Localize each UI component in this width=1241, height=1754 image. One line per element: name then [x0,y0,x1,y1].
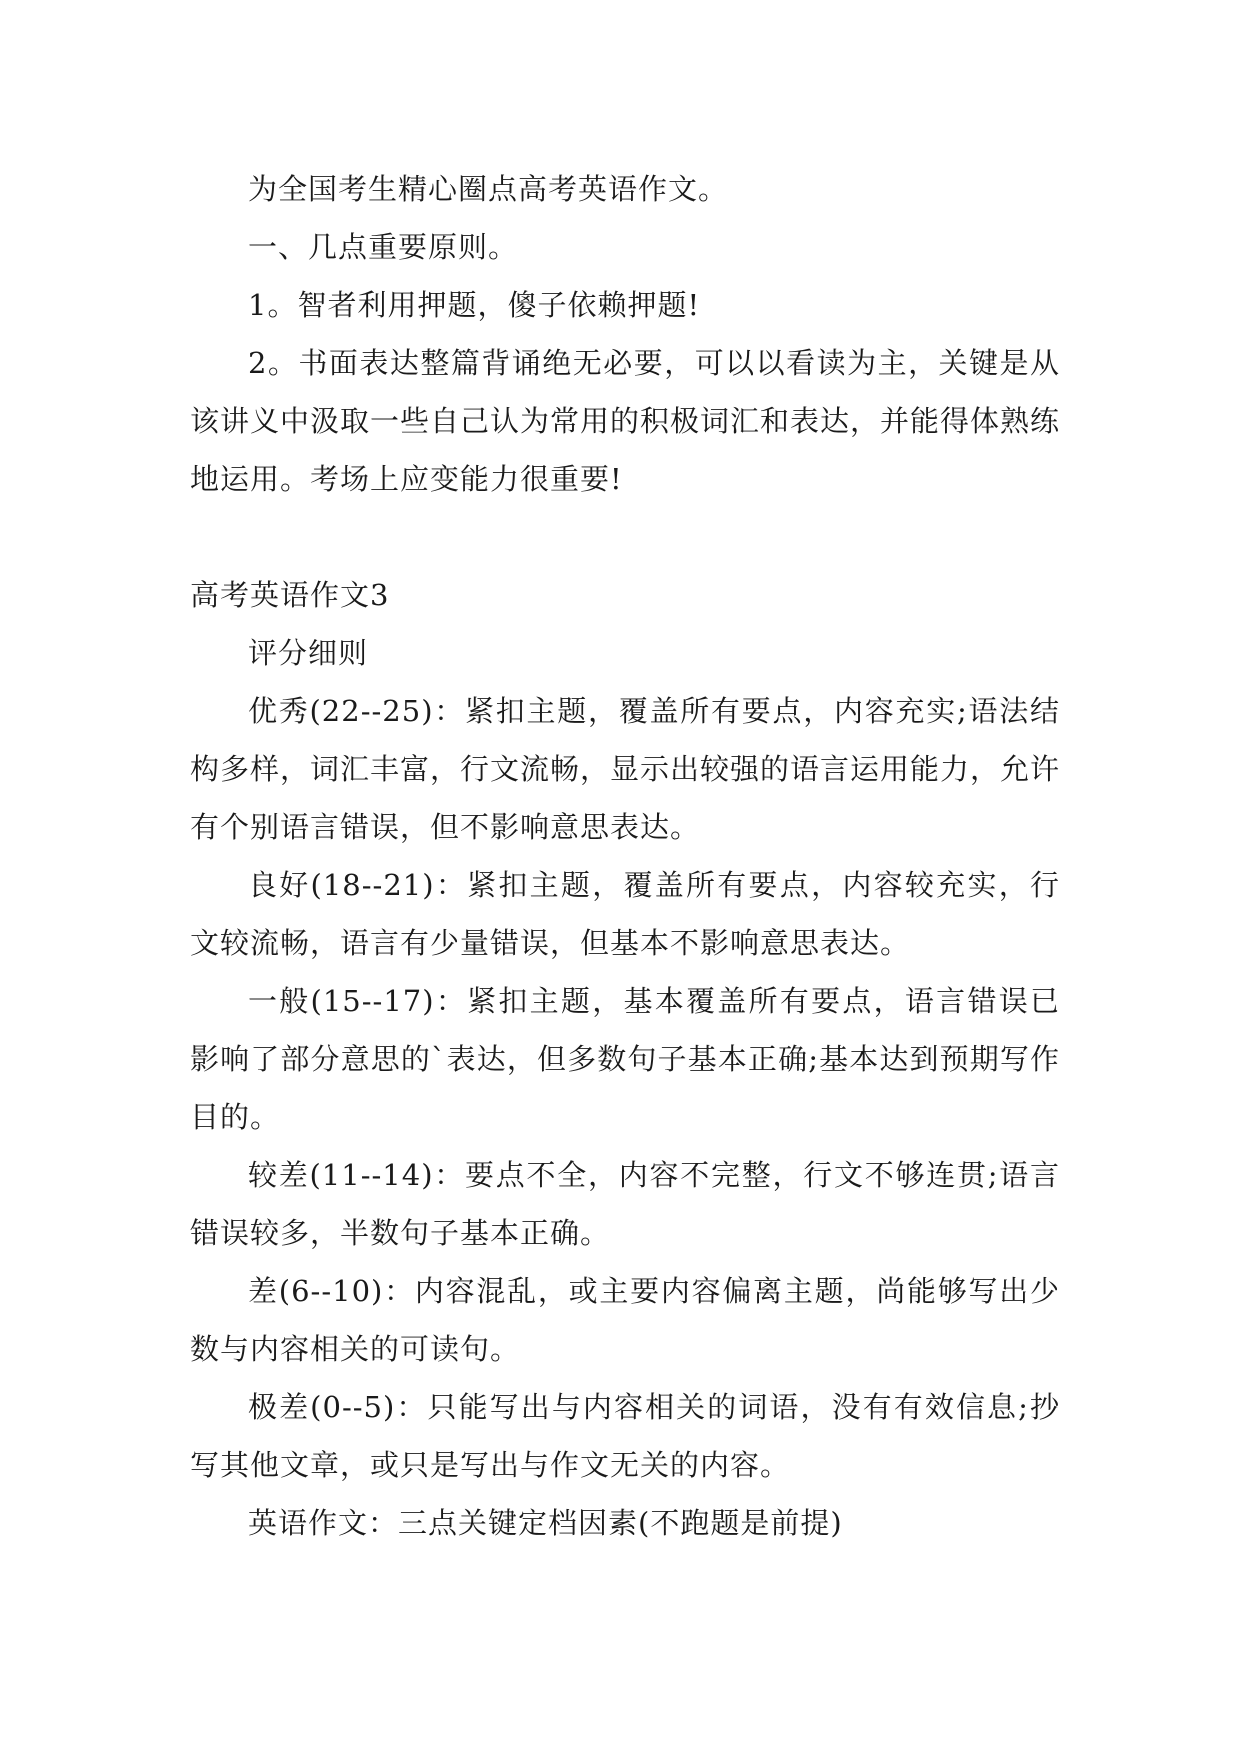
principle-item: 2。书面表达整篇背诵绝无必要，可以以看读为主，关键是从该讲义中汲取一些自己认为常用的积极词汇和表达，并能得体熟练地运用。考场上应变能力很重要! [190,346,1061,496]
grading-criterion: 优秀(22--25)：紧扣主题，覆盖所有要点，内容充实;语法结构多样，词汇丰富，行文流畅，显示出较强的语言运用能力，允许有个别语言错误，但不影响意思表达。 [190,694,1061,844]
principle-item: 1。智者利用押题，傻子依赖押题! [248,288,701,322]
principles-heading: 一、几点重要原则。 [248,230,519,264]
intro-paragraph: 为全国考生精心圈点高考英语作文。 [248,172,729,206]
document-body [190,160,1060,1552]
section-subheading: 评分细则 [248,636,369,670]
section-paragraph: 英语作文：三点关键定档因素(不跑题是前提) [248,1506,843,1540]
grading-criterion: 差(6--10)：内容混乱，或主要内容偏离主题，尚能够写出少数与内容相关的可读句。 [190,1274,1060,1366]
grading-criterion: 良好(18--21)：紧扣主题，覆盖所有要点，内容较充实，行文较流畅，语言有少量错误，但基本不影响意思表达。 [190,868,1060,960]
grading-criterion: 极差(0--5)：只能写出与内容相关的词语，没有有效信息;抄写其他文章，或只是写出与作文无关的内容。 [190,1390,1060,1482]
section-heading: 高考英语作文3 [190,578,390,612]
grading-criterion: 一般(15--17)：紧扣主题，基本覆盖所有要点，语言错误已影响了部分意思的`表达，但多数句子基本正确;基本达到预期写作目的。 [190,984,1060,1134]
grading-criterion: 较差(11--14)：要点不全，内容不完整，行文不够连贯;语言错误较多，半数句子基本正确。 [190,1158,1060,1250]
